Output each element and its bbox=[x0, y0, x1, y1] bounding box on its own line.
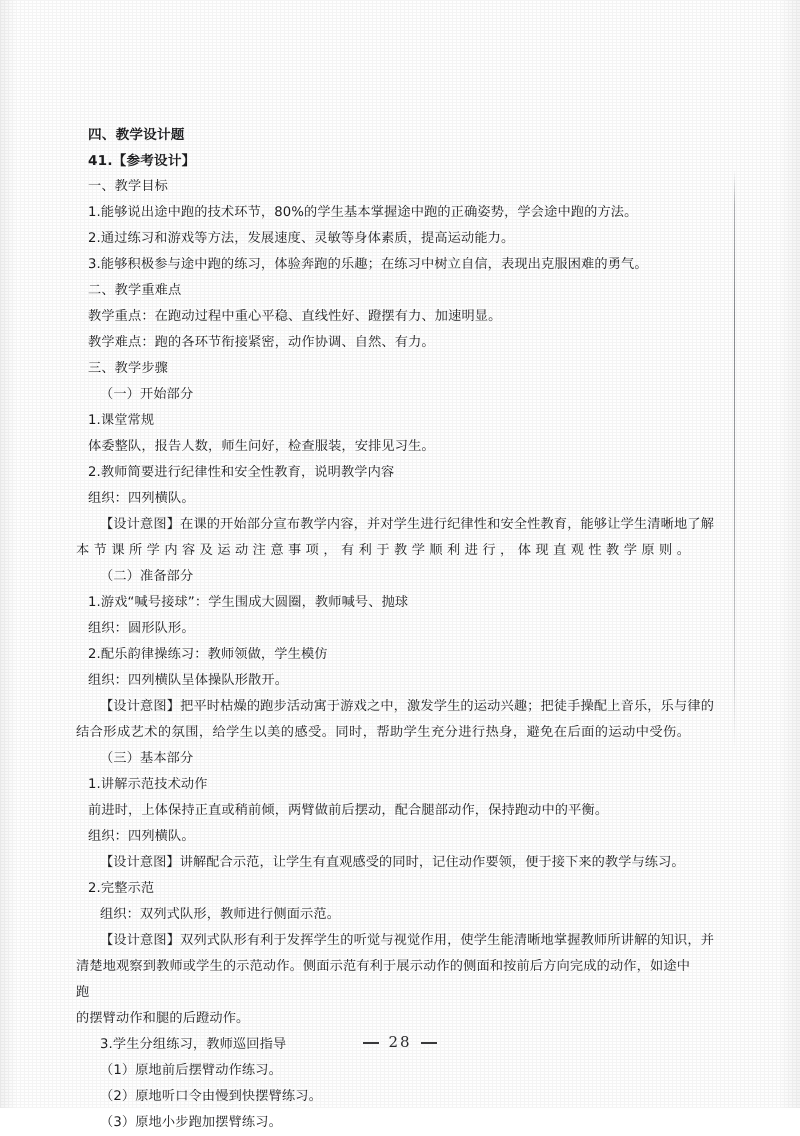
section-heading: 四、教学设计题 bbox=[88, 127, 185, 143]
page-number bbox=[354, 1033, 445, 1051]
document-line: 教学重点：在跑动过程中重心平稳、直线性好、蹬摆有力、加速明显。 bbox=[88, 309, 502, 324]
document-line: 前进时，上体保持正直或稍前倾，两臂做前后摆动，配合腿部动作，保持跑动中的平衡。 bbox=[88, 803, 609, 818]
document-line: 1.讲解示范技术动作 bbox=[88, 777, 208, 792]
document-line: 3.学生分组练习，教师巡回指导 bbox=[100, 1037, 287, 1052]
footer-dash-right bbox=[421, 1042, 437, 1043]
document-line: 三、教学步骤 bbox=[88, 361, 169, 376]
question-heading: 41.【参考设计】 bbox=[88, 153, 196, 169]
document-line: 组织：四列横队呈体操队形散开。 bbox=[88, 673, 289, 688]
document-line: 3.能够积极参与途中跑的练习，体验奔跑的乐趣；在练习中树立自信，表现出克服困难的勇气。 bbox=[88, 257, 648, 272]
document-line: 体委整队，报告人数，师生问好，检查服装，安排见习生。 bbox=[88, 439, 435, 454]
document-line: 清楚地观察到教师或学生的示范动作。侧面示范有利于展示动作的侧面和按前后方向完成的动作，如途中跑 bbox=[76, 959, 690, 1000]
document-line: （3）原地小步跑加摆臂练习。 bbox=[100, 1115, 282, 1130]
document-lines bbox=[76, 174, 714, 1136]
footer-dash-left bbox=[363, 1042, 379, 1043]
page-right-edge-shading bbox=[778, 0, 800, 1108]
document-line: （2）原地听口令由慢到快摆臂练习。 bbox=[100, 1089, 322, 1104]
document-body bbox=[76, 122, 714, 1136]
document-line: （1）原地前后摆臂动作练习。 bbox=[100, 1063, 282, 1078]
document-line: 2.教师简要进行纪律性和安全性教育，说明教学内容 bbox=[88, 465, 395, 480]
document-line: 2.通过练习和游戏等方法，发展速度、灵敏等身体素质，提高运动能力。 bbox=[88, 231, 515, 246]
page-left-edge-shading bbox=[0, 0, 18, 1108]
document-line: 【设计意图】在课的开始部分宣布教学内容，并对学生进行纪律性和安全性教育，能够让学生清晰地了解 bbox=[100, 517, 714, 532]
document-line: 2.配乐韵律操练习：教师领做，学生模仿 bbox=[88, 647, 328, 662]
document-line: 一、教学目标 bbox=[88, 179, 169, 194]
document-line: 组织：四列横队。 bbox=[88, 829, 195, 844]
page-footer bbox=[0, 1032, 800, 1051]
document-line: 组织：四列横队。 bbox=[88, 491, 195, 506]
document-line: （三）基本部分 bbox=[100, 751, 194, 766]
document-line: 二、教学重难点 bbox=[88, 283, 182, 298]
document-line: （二）准备部分 bbox=[100, 569, 194, 584]
document-line: 1.游戏“喊号接球”：学生围成大圆圈，教师喊号、抛球 bbox=[88, 595, 409, 610]
page-number-value: 28 bbox=[388, 1033, 412, 1051]
document-line: 1.课堂常规 bbox=[88, 413, 155, 428]
document-line: （一）开始部分 bbox=[100, 387, 194, 402]
scan-line-artifact bbox=[734, 170, 735, 752]
document-line: 【设计意图】双列式队形有利于发挥学生的听觉与视觉作用，使学生能清晰地掌握教师所讲解的知识，并 bbox=[100, 933, 714, 948]
document-line: 结合形成艺术的氛围，给学生以美的感受。同时，帮助学生充分进行热身，避免在后面的运动中受伤。 bbox=[76, 725, 690, 740]
document-line: 组织：圆形队形。 bbox=[88, 621, 195, 636]
document-line: 【设计意图】把平时枯燥的跑步活动寓于游戏之中，激发学生的运动兴趣；把徒手操配上音乐，乐与律的 bbox=[100, 699, 714, 714]
document-line: 本节课所学内容及运动注意事项，有利于教学顺利进行，体现直观性教学原则。 bbox=[76, 543, 690, 558]
document-line: 【设计意图】讲解配合示范，让学生有直观感受的同时，记住动作要领，便于接下来的教学与练习。 bbox=[100, 855, 685, 870]
document-line: 2.完整示范 bbox=[88, 881, 155, 896]
document-line: 教学难点：跑的各环节衔接紧密，动作协调、自然、有力。 bbox=[88, 335, 435, 350]
document-line: 1.能够说出途中跑的技术环节，80%的学生基本掌握途中跑的正确姿势，学会途中跑的方法。 bbox=[88, 205, 638, 220]
document-line: 的摆臂动作和腿的后蹬动作。 bbox=[76, 1011, 250, 1026]
document-line: 组织：双列式队形，教师进行侧面示范。 bbox=[100, 907, 341, 922]
